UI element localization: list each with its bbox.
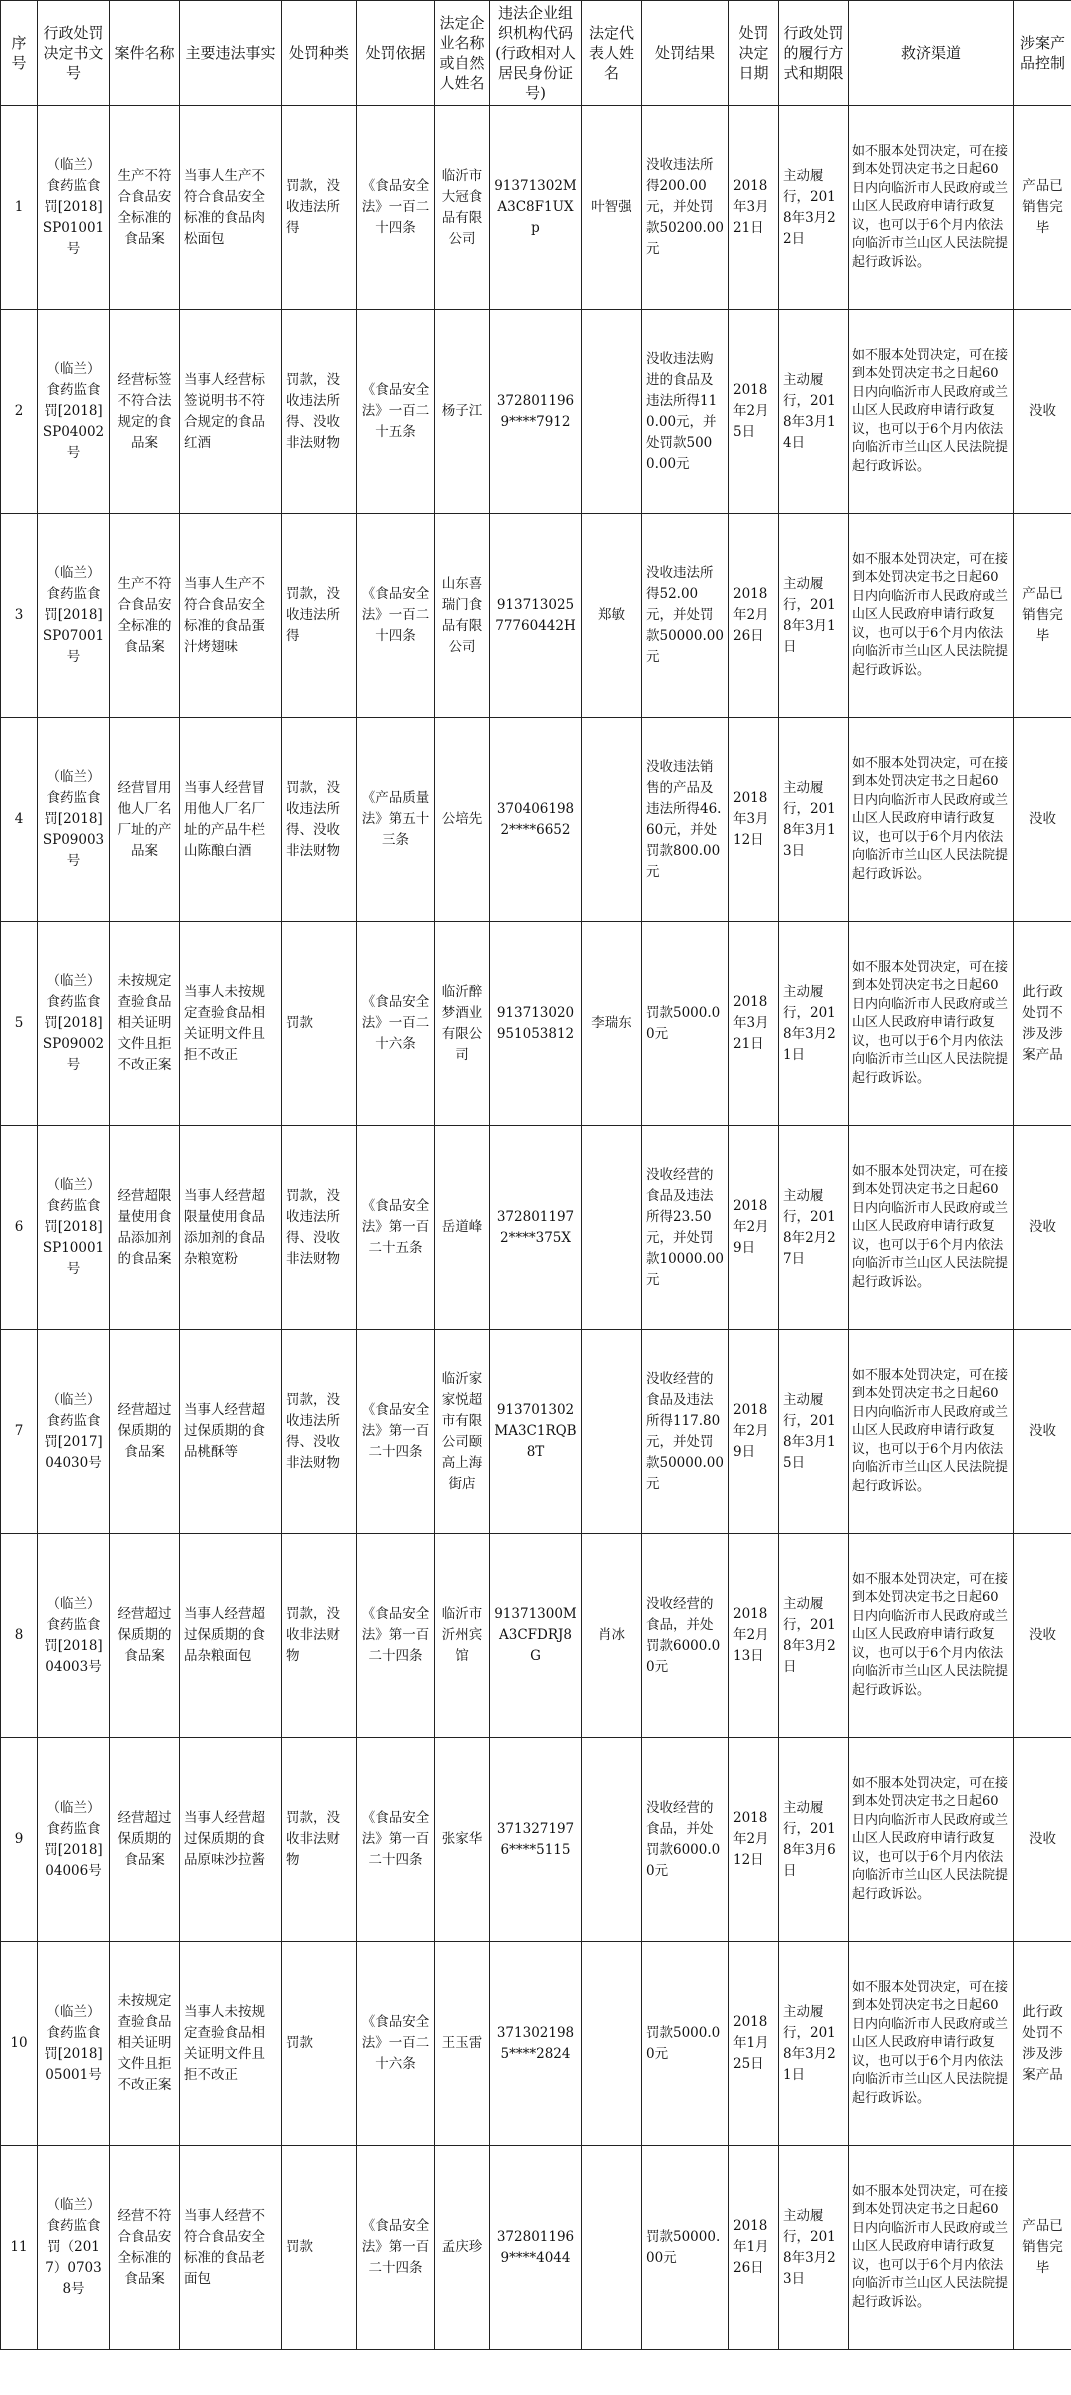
col-header-product-control: 涉案产品控制 — [1014, 1, 1071, 106]
cell-facts: 当事人经营超过保质期的食品杂粮面包 — [180, 1534, 282, 1738]
cell-decision-date: 2018年2月5日 — [729, 310, 779, 514]
cell-fulfillment: 主动履行，2018年3月22日 — [779, 106, 849, 310]
cell-product-control: 没收 — [1014, 1738, 1071, 1942]
cell-party-name: 孟庆珍 — [435, 2146, 490, 2350]
cell-doc-number: （临兰）食药监食罚[2018]SP10001号 — [38, 1126, 110, 1330]
cell-org-code: 913701302MA3C1RQB8T — [490, 1330, 582, 1534]
cell-decision-date: 2018年3月12日 — [729, 718, 779, 922]
cell-case-name: 经营不符合食品安全标准的食品案 — [110, 2146, 180, 2350]
cell-doc-number: （临兰）食药监食罚[2018]SP09003号 — [38, 718, 110, 922]
cell-remedy: 如不服本处罚决定，可在接到本处罚决定书之日起60日内向临沂市人民政府或兰山区人民政府申请行政复议，也可以于6个月内依法向临沂市兰山区人民法院提起行政诉讼。 — [849, 2146, 1014, 2350]
cell-facts: 当事人未按规定查验食品相关证明文件且拒不改正 — [180, 922, 282, 1126]
cell-product-control: 产品已销售完毕 — [1014, 2146, 1071, 2350]
cell-org-code: 3728011969****4044 — [490, 2146, 582, 2350]
cell-remedy: 如不服本处罚决定，可在接到本处罚决定书之日起60日内向临沂市人民政府或兰山区人民政府申请行政复议，也可以于6个月内依法向临沂市兰山区人民法院提起行政诉讼。 — [849, 514, 1014, 718]
cell-party-name: 临沂市沂州宾馆 — [435, 1534, 490, 1738]
cell-legal-rep — [582, 1126, 642, 1330]
cell-fulfillment: 主动履行，2018年3月21日 — [779, 922, 849, 1126]
cell-remedy: 如不服本处罚决定，可在接到本处罚决定书之日起60日内向临沂市人民政府或兰山区人民政府申请行政复议，也可以于6个月内依法向临沂市兰山区人民法院提起行政诉讼。 — [849, 718, 1014, 922]
cell-legal-rep: 叶智强 — [582, 106, 642, 310]
cell-party-name: 临沂市大冠食品有限公司 — [435, 106, 490, 310]
header-row — [1, 1, 1071, 106]
cell-basis: 《食品安全法》第一百二十四条 — [357, 1534, 435, 1738]
cell-basis: 《食品安全法》第一百二十五条 — [357, 1126, 435, 1330]
cell-case-name: 生产不符合食品安全标准的食品案 — [110, 514, 180, 718]
cell-legal-rep: 肖冰 — [582, 1534, 642, 1738]
col-header-basis: 处罚依据 — [357, 1, 435, 106]
cell-product-control: 产品已销售完毕 — [1014, 514, 1071, 718]
cell-product-control: 此行政处罚不涉及涉案产品 — [1014, 922, 1071, 1126]
cell-index: 7 — [1, 1330, 38, 1534]
cell-legal-rep — [582, 2146, 642, 2350]
cell-penalty-type: 罚款 — [282, 2146, 357, 2350]
cell-party-name: 张家华 — [435, 1738, 490, 1942]
cell-index: 6 — [1, 1126, 38, 1330]
cell-index: 8 — [1, 1534, 38, 1738]
cell-result: 罚款5000.00元 — [642, 1942, 729, 2146]
table-row — [1, 1330, 1071, 1534]
cell-legal-rep — [582, 310, 642, 514]
cell-fulfillment: 主动履行，2018年3月2日 — [779, 1534, 849, 1738]
col-header-decision-date: 处罚决定日期 — [729, 1, 779, 106]
cell-fulfillment: 主动履行，2018年2月27日 — [779, 1126, 849, 1330]
cell-party-name: 岳道峰 — [435, 1126, 490, 1330]
cell-facts: 当事人经营不符合食品安全标准的食品老面包 — [180, 2146, 282, 2350]
col-header-facts: 主要违法事实 — [180, 1, 282, 106]
cell-org-code: 3704061982****6652 — [490, 718, 582, 922]
cell-legal-rep — [582, 1942, 642, 2146]
cell-party-name: 王玉雷 — [435, 1942, 490, 2146]
cell-basis: 《产品质量法》第五十三条 — [357, 718, 435, 922]
cell-fulfillment: 主动履行，2018年3月21日 — [779, 1942, 849, 2146]
cell-product-control: 没收 — [1014, 1534, 1071, 1738]
cell-decision-date: 2018年1月26日 — [729, 2146, 779, 2350]
cell-doc-number: （临兰）食药监食罚（2017）07038号 — [38, 2146, 110, 2350]
cell-remedy: 如不服本处罚决定，可在接到本处罚决定书之日起60日内向临沂市人民政府或兰山区人民政府申请行政复议，也可以于6个月内依法向临沂市兰山区人民法院提起行政诉讼。 — [849, 1942, 1014, 2146]
cell-doc-number: （临兰）食药监食罚[2018]04006号 — [38, 1738, 110, 1942]
cell-remedy: 如不服本处罚决定，可在接到本处罚决定书之日起60日内向临沂市人民政府或兰山区人民政府申请行政复议，也可以于6个月内依法向临沂市兰山区人民法院提起行政诉讼。 — [849, 1126, 1014, 1330]
table-row — [1, 1126, 1071, 1330]
cell-org-code: 913713020951053812 — [490, 922, 582, 1126]
col-header-result: 处罚结果 — [642, 1, 729, 106]
cell-product-control: 此行政处罚不涉及涉案产品 — [1014, 1942, 1071, 2146]
col-header-org-code: 违法企业组织机构代码(行政相对人居民身份证号) — [490, 1, 582, 106]
cell-result: 没收经营的食品及违法所得117.80元，并处罚款50000.00元 — [642, 1330, 729, 1534]
cell-org-code: 91371302577760442H — [490, 514, 582, 718]
table-row — [1, 106, 1071, 310]
cell-doc-number: （临兰）食药监食罚[2018]05001号 — [38, 1942, 110, 2146]
cell-facts: 当事人经营冒用他人厂名厂址的产品牛栏山陈酿白酒 — [180, 718, 282, 922]
cell-party-name: 杨子江 — [435, 310, 490, 514]
cell-remedy: 如不服本处罚决定，可在接到本处罚决定书之日起60日内向临沂市人民政府或兰山区人民政府申请行政复议，也可以于6个月内依法向临沂市兰山区人民法院提起行政诉讼。 — [849, 1330, 1014, 1534]
cell-basis: 《食品安全法》一百二十五条 — [357, 310, 435, 514]
cell-basis: 《食品安全法》一百二十四条 — [357, 106, 435, 310]
col-header-case-name: 案件名称 — [110, 1, 180, 106]
cell-case-name: 经营超限量使用食品添加剂的食品案 — [110, 1126, 180, 1330]
cell-basis: 《食品安全法》一百二十六条 — [357, 922, 435, 1126]
cell-index: 9 — [1, 1738, 38, 1942]
cell-remedy: 如不服本处罚决定，可在接到本处罚决定书之日起60日内向临沂市人民政府或兰山区人民政府申请行政复议，也可以于6个月内依法向临沂市兰山区人民法院提起行政诉讼。 — [849, 106, 1014, 310]
cell-case-name: 生产不符合食品安全标准的食品案 — [110, 106, 180, 310]
cell-case-name: 经营超过保质期的食品案 — [110, 1534, 180, 1738]
cell-doc-number: （临兰）食药监食罚[2018]SP07001号 — [38, 514, 110, 718]
cell-penalty-type: 罚款，没收违法所得 — [282, 514, 357, 718]
cell-legal-rep — [582, 718, 642, 922]
col-header-index: 序号 — [1, 1, 38, 106]
cell-index: 2 — [1, 310, 38, 514]
cell-case-name: 经营冒用他人厂名厂址的产品案 — [110, 718, 180, 922]
table-row — [1, 310, 1071, 514]
table-row — [1, 1942, 1071, 2146]
col-header-fulfillment: 行政处罚的履行方式和期限 — [779, 1, 849, 106]
cell-penalty-type: 罚款，没收违法所得、没收非法财物 — [282, 1330, 357, 1534]
col-header-remedy: 救济渠道 — [849, 1, 1014, 106]
cell-fulfillment: 主动履行，2018年3月1日 — [779, 514, 849, 718]
cell-remedy: 如不服本处罚决定，可在接到本处罚决定书之日起60日内向临沂市人民政府或兰山区人民政府申请行政复议，也可以于6个月内依法向临沂市兰山区人民法院提起行政诉讼。 — [849, 310, 1014, 514]
cell-party-name: 临沂家家悦超市有限公司颐高上海街店 — [435, 1330, 490, 1534]
cell-facts: 当事人经营标签说明书不符合规定的食品红酒 — [180, 310, 282, 514]
cell-basis: 《食品安全法》第一百二十四条 — [357, 2146, 435, 2350]
cell-product-control: 没收 — [1014, 1330, 1071, 1534]
cell-facts: 当事人经营超限量使用食品添加剂的食品杂粮宽粉 — [180, 1126, 282, 1330]
cell-remedy: 如不服本处罚决定，可在接到本处罚决定书之日起60日内向临沂市人民政府或兰山区人民政府申请行政复议，也可以于6个月内依法向临沂市兰山区人民法院提起行政诉讼。 — [849, 922, 1014, 1126]
table-row — [1, 1738, 1071, 1942]
table-row — [1, 514, 1071, 718]
cell-fulfillment: 主动履行，2018年3月15日 — [779, 1330, 849, 1534]
cell-org-code: 3728011972****375X — [490, 1126, 582, 1330]
cell-index: 1 — [1, 106, 38, 310]
cell-legal-rep: 郑敏 — [582, 514, 642, 718]
cell-decision-date: 2018年3月21日 — [729, 106, 779, 310]
cell-result: 没收经营的食品，并处罚款6000.00元 — [642, 1534, 729, 1738]
cell-basis: 《食品安全法》第一百二十四条 — [357, 1738, 435, 1942]
cell-decision-date: 2018年2月9日 — [729, 1126, 779, 1330]
cell-remedy: 如不服本处罚决定，可在接到本处罚决定书之日起60日内向临沂市人民政府或兰山区人民政府申请行政复议，也可以于6个月内依法向临沂市兰山区人民法院提起行政诉讼。 — [849, 1738, 1014, 1942]
cell-decision-date: 2018年2月9日 — [729, 1330, 779, 1534]
cell-index: 11 — [1, 2146, 38, 2350]
cell-legal-rep — [582, 1738, 642, 1942]
cell-party-name: 山东喜瑞门食品有限公司 — [435, 514, 490, 718]
cell-result: 罚款50000.00元 — [642, 2146, 729, 2350]
cell-doc-number: （临兰）食药监食罚[2018]04003号 — [38, 1534, 110, 1738]
table-row — [1, 922, 1071, 1126]
cell-result: 罚款5000.00元 — [642, 922, 729, 1126]
cell-facts: 当事人经营超过保质期的食品原味沙拉酱 — [180, 1738, 282, 1942]
cell-fulfillment: 主动履行，2018年3月13日 — [779, 718, 849, 922]
cell-org-code: 3728011969****7912 — [490, 310, 582, 514]
cell-penalty-type: 罚款，没收非法财物 — [282, 1534, 357, 1738]
cell-decision-date: 2018年1月25日 — [729, 1942, 779, 2146]
cell-penalty-type: 罚款，没收违法所得、没收非法财物 — [282, 718, 357, 922]
table-row — [1, 2146, 1071, 2350]
cell-legal-rep — [582, 1330, 642, 1534]
cell-index: 5 — [1, 922, 38, 1126]
cell-index: 3 — [1, 514, 38, 718]
cell-facts: 当事人未按规定查验食品相关证明文件且拒不改正 — [180, 1942, 282, 2146]
col-header-penalty-type: 处罚种类 — [282, 1, 357, 106]
cell-doc-number: （临兰）食药监食罚[2018]SP01001号 — [38, 106, 110, 310]
cell-penalty-type: 罚款，没收违法所得、没收非法财物 — [282, 1126, 357, 1330]
cell-party-name: 临沂醉梦酒业有限公司 — [435, 922, 490, 1126]
cell-decision-date: 2018年2月26日 — [729, 514, 779, 718]
cell-doc-number: （临兰）食药监食罚[2018]SP04002号 — [38, 310, 110, 514]
table-row — [1, 1534, 1071, 1738]
cell-penalty-type: 罚款 — [282, 922, 357, 1126]
cell-index: 10 — [1, 1942, 38, 2146]
cell-decision-date: 2018年2月13日 — [729, 1534, 779, 1738]
cell-product-control: 没收 — [1014, 310, 1071, 514]
cell-decision-date: 2018年2月12日 — [729, 1738, 779, 1942]
cell-result: 没收经营的食品及违法所得23.50元，并处罚款10000.00元 — [642, 1126, 729, 1330]
cell-party-name: 公培先 — [435, 718, 490, 922]
cell-product-control: 产品已销售完毕 — [1014, 106, 1071, 310]
cell-product-control: 没收 — [1014, 1126, 1071, 1330]
cell-fulfillment: 主动履行，2018年3月6日 — [779, 1738, 849, 1942]
cell-case-name: 经营标签不符合法规定的食品案 — [110, 310, 180, 514]
cell-case-name: 未按规定查验食品相关证明文件且拒不改正案 — [110, 922, 180, 1126]
cell-org-code: 3713021985****2824 — [490, 1942, 582, 2146]
cell-index: 4 — [1, 718, 38, 922]
cell-org-code: 91371300MA3CFDRJ8G — [490, 1534, 582, 1738]
cell-basis: 《食品安全法》一百二十六条 — [357, 1942, 435, 2146]
cell-fulfillment: 主动履行，2018年3月23日 — [779, 2146, 849, 2350]
cell-case-name: 未按规定查验食品相关证明文件且拒不改正案 — [110, 1942, 180, 2146]
cell-result: 没收违法所得52.00元，并处罚款50000.00元 — [642, 514, 729, 718]
col-header-doc-number: 行政处罚决定书文号 — [38, 1, 110, 106]
cell-facts: 当事人生产不符合食品安全标准的食品蛋汁烤翅味 — [180, 514, 282, 718]
cell-legal-rep: 李瑞东 — [582, 922, 642, 1126]
cell-org-code: 3713271976****5115 — [490, 1738, 582, 1942]
cell-penalty-type: 罚款 — [282, 1942, 357, 2146]
cell-basis: 《食品安全法》一百二十四条 — [357, 514, 435, 718]
cell-facts: 当事人经营超过保质期的食品桃酥等 — [180, 1330, 282, 1534]
cell-case-name: 经营超过保质期的食品案 — [110, 1738, 180, 1942]
table-body — [1, 106, 1071, 2350]
cell-result: 没收违法所得200.00元，并处罚款50200.00元 — [642, 106, 729, 310]
cell-doc-number: （临兰）食药监食罚[2017]04030号 — [38, 1330, 110, 1534]
col-header-legal-rep: 法定代表人姓名 — [582, 1, 642, 106]
cell-product-control: 没收 — [1014, 718, 1071, 922]
cell-penalty-type: 罚款，没收违法所得、没收非法财物 — [282, 310, 357, 514]
cell-result: 没收经营的食品，并处罚款6000.00元 — [642, 1738, 729, 1942]
cell-remedy: 如不服本处罚决定，可在接到本处罚决定书之日起60日内向临沂市人民政府或兰山区人民政府申请行政复议，也可以于6个月内依法向临沂市兰山区人民法院提起行政诉讼。 — [849, 1534, 1014, 1738]
table-row — [1, 718, 1071, 922]
cell-doc-number: （临兰）食药监食罚[2018]SP09002号 — [38, 922, 110, 1126]
cell-decision-date: 2018年3月21日 — [729, 922, 779, 1126]
cell-basis: 《食品安全法》第一百二十四条 — [357, 1330, 435, 1534]
cell-penalty-type: 罚款，没收非法财物 — [282, 1738, 357, 1942]
cell-case-name: 经营超过保质期的食品案 — [110, 1330, 180, 1534]
cell-fulfillment: 主动履行，2018年3月14日 — [779, 310, 849, 514]
cell-result: 没收违法销售的产品及违法所得46.60元，并处罚款800.00元 — [642, 718, 729, 922]
cell-result: 没收违法购进的食品及违法所得110.00元，并处罚款5000.00元 — [642, 310, 729, 514]
cell-penalty-type: 罚款，没收违法所得 — [282, 106, 357, 310]
cell-org-code: 91371302MA3C8F1UXp — [490, 106, 582, 310]
col-header-party-name: 法定企业名称或自然人姓名 — [435, 1, 490, 106]
cell-facts: 当事人生产不符合食品安全标准的食品肉松面包 — [180, 106, 282, 310]
